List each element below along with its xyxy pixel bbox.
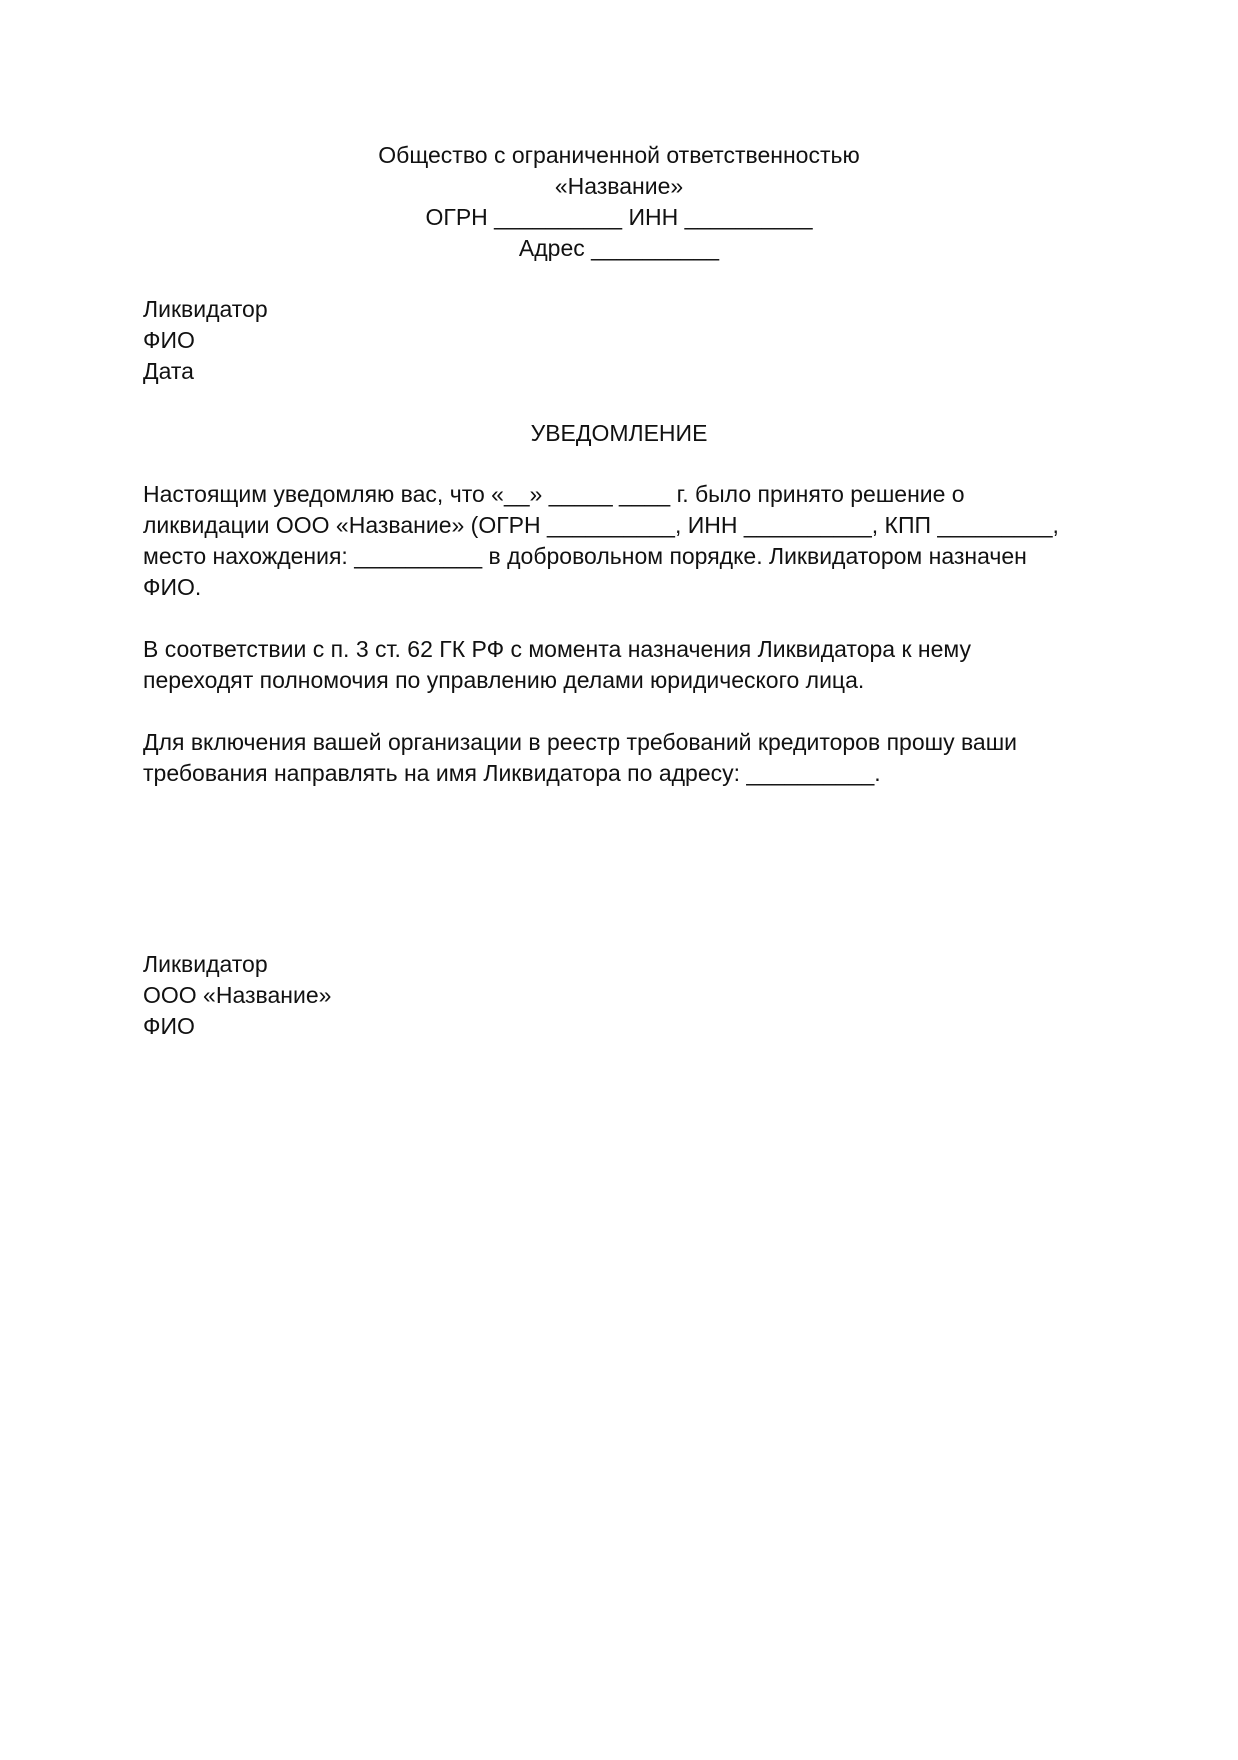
document-header: [0, 140, 1238, 264]
signature-role: Ликвидатор: [143, 951, 268, 977]
signature-org: ООО «Название»: [143, 982, 332, 1008]
document-body: [143, 479, 1103, 820]
registration-numbers: ОГРН __________ ИНН __________: [425, 204, 813, 230]
paragraph-line: место нахождения: __________ в добровольном порядке. Ликвидатором назначен: [143, 543, 1027, 569]
signature-name: ФИО: [143, 1013, 195, 1039]
org-name-line2: «Название»: [554, 173, 684, 199]
sender-block: [143, 294, 268, 387]
document-title: УВЕДОМЛЕНИЕ: [530, 420, 708, 446]
org-name-line1: Общество с ограниченной ответственностью: [378, 142, 860, 168]
signature-block: [143, 949, 331, 1042]
paragraph-line: переходят полномочия по управлению делами юридического лица.: [143, 667, 865, 693]
sender-name: ФИО: [143, 327, 195, 353]
paragraph-legal-basis: [143, 634, 1103, 696]
paragraph-decision: [143, 479, 1103, 603]
paragraph-line: В соответствии с п. 3 ст. 62 ГК РФ с момента назначения Ликвидатора к нему: [143, 636, 971, 662]
org-address: Адрес __________: [518, 235, 720, 261]
paragraph-line: Настоящим уведомляю вас, что «__» _____ ____ г. было принято решение о: [143, 481, 965, 507]
paragraph-line: ликвидации ООО «Название» (ОГРН __________, ИНН __________, КПП _________,: [143, 512, 1059, 538]
paragraph-line: требования направлять на имя Ликвидатора по адресу: __________.: [143, 760, 881, 786]
sender-date: Дата: [143, 358, 194, 384]
paragraph-creditor-claims: [143, 727, 1103, 789]
sender-role: Ликвидатор: [143, 296, 268, 322]
paragraph-line: ФИО.: [143, 574, 202, 600]
paragraph-line: Для включения вашей организации в реестр требований кредиторов прошу ваши: [143, 729, 1018, 755]
